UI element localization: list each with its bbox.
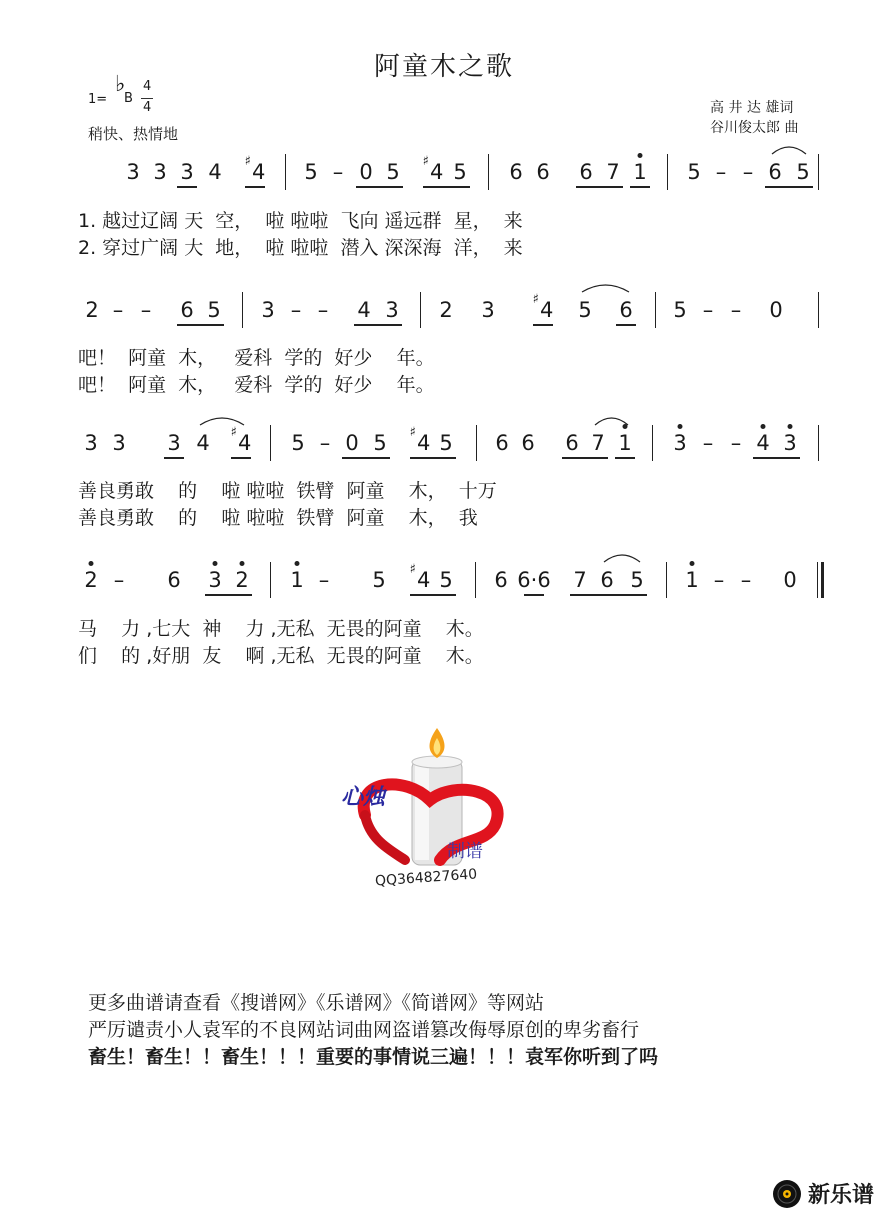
sharp-sign: ♯ xyxy=(230,425,237,440)
slur xyxy=(580,280,631,294)
note: 1 xyxy=(618,431,632,455)
page-title: 阿童木之歌 xyxy=(373,52,514,82)
slur xyxy=(593,413,630,427)
note: 6 xyxy=(579,160,593,184)
beat-underline xyxy=(177,324,224,326)
beat-underline xyxy=(205,594,252,596)
footer-line2: 严厉谴责小人袁军的不良网站词曲网盗谱篡改侮辱原创的卑劣畜行 xyxy=(88,1019,640,1041)
note: 1 xyxy=(290,568,304,592)
note: 6 xyxy=(600,568,614,592)
high-octave-dot xyxy=(690,561,695,566)
note: – xyxy=(113,568,125,592)
note: – xyxy=(140,298,152,322)
bar-line xyxy=(818,425,819,461)
sharp-sign: ♯ xyxy=(422,154,429,169)
note: 5 xyxy=(630,568,644,592)
beat-underline xyxy=(342,457,390,459)
note: 4 xyxy=(756,431,770,455)
bar-line xyxy=(270,425,271,461)
high-octave-dot xyxy=(213,561,218,566)
bar-line xyxy=(488,154,489,190)
note: – xyxy=(702,298,714,322)
bar-line xyxy=(818,154,819,190)
high-octave-dot xyxy=(788,424,793,429)
note: 2 xyxy=(235,568,249,592)
note: 0 xyxy=(783,568,797,592)
beat-underline xyxy=(177,186,197,188)
high-octave-dot xyxy=(295,561,300,566)
note: 5 xyxy=(453,160,467,184)
note: 0 xyxy=(345,431,359,455)
note: 6 xyxy=(167,568,181,592)
candle-logo xyxy=(335,720,535,895)
note: 6·6 xyxy=(517,568,551,592)
note: 3 xyxy=(167,431,181,455)
note: 5 xyxy=(291,431,305,455)
note: 2 xyxy=(84,568,98,592)
note: 3 xyxy=(385,298,399,322)
beat-underline xyxy=(615,457,635,459)
note: 3 xyxy=(126,160,140,184)
note: ♯4 xyxy=(230,425,252,455)
note: – xyxy=(317,298,329,322)
note: 3 xyxy=(112,431,126,455)
note: – xyxy=(713,568,725,592)
record-disc-icon xyxy=(772,1179,802,1209)
flat-sign: ♭ xyxy=(115,72,126,97)
note: 6 xyxy=(619,298,633,322)
beat-underline xyxy=(231,457,251,459)
note: ♯4 xyxy=(422,154,444,184)
note: 5 xyxy=(304,160,318,184)
bar-line xyxy=(242,292,243,328)
note: – xyxy=(715,160,727,184)
sharp-sign: ♯ xyxy=(409,562,416,577)
note: – xyxy=(702,431,714,455)
bar-line xyxy=(818,292,819,328)
bar-line xyxy=(475,562,476,598)
footer-line3: 畜生！畜生！！畜生！！！重要的事情说三遍！！！袁军你听到了吗 xyxy=(88,1046,659,1068)
note: 5 xyxy=(372,568,386,592)
lyrics-verse2-line3: 善良勇敢 的 啦 啦啦 铁臂 阿童 木， 我 xyxy=(78,507,478,529)
note: 3 xyxy=(481,298,495,322)
note: 2 xyxy=(85,298,99,322)
footer-line1: 更多曲谱请查看《搜谱网》《乐谱网》《简谱网》等网站 xyxy=(88,992,545,1014)
lyrics-verse2-line1: 2. 穿过广阔 大 地， 啦 啦啦 潜入 深深海 洋， 来 xyxy=(78,237,523,259)
beat-underline xyxy=(616,324,636,326)
note: 7 xyxy=(591,431,605,455)
beat-underline xyxy=(410,457,456,459)
lyrics-verse1-line4: 马 力 ,七大 神 力 ,无私 无畏的阿童 木。 xyxy=(78,618,484,640)
note: 5 xyxy=(578,298,592,322)
beat-underline xyxy=(753,457,800,459)
beat-underline xyxy=(410,594,456,596)
note: 4 xyxy=(357,298,371,322)
note: – xyxy=(290,298,302,322)
bar-line xyxy=(420,292,421,328)
key-signature-prefix: 1= xyxy=(88,92,108,107)
sharp-sign: ♯ xyxy=(409,425,416,440)
beat-underline xyxy=(524,594,544,596)
high-octave-dot xyxy=(678,424,683,429)
note: 5 xyxy=(439,431,453,455)
note: – xyxy=(318,568,330,592)
note: 7 xyxy=(573,568,587,592)
note: – xyxy=(332,160,344,184)
note: ♯4 xyxy=(532,292,554,322)
octave-dot xyxy=(89,561,94,566)
note: ♯4 xyxy=(409,562,431,592)
note: 6 xyxy=(536,160,550,184)
slur xyxy=(198,413,246,427)
bar-line xyxy=(652,425,653,461)
note: 0 xyxy=(769,298,783,322)
note: 6 xyxy=(495,431,509,455)
lyrics-verse2-line4: 们 的 ,好朋 友 啊 ,无私 无畏的阿童 木。 xyxy=(78,645,484,667)
beat-underline xyxy=(630,186,650,188)
note: – xyxy=(112,298,124,322)
lyrics-verse1-line3: 善良勇敢 的 啦 啦啦 铁臂 阿童 木， 十万 xyxy=(78,480,497,502)
note: – xyxy=(740,568,752,592)
note: 7 xyxy=(606,160,620,184)
note: 3 xyxy=(153,160,167,184)
note: 1 xyxy=(633,160,647,184)
note: ♯4 xyxy=(409,425,431,455)
note: 3 xyxy=(180,160,194,184)
composer-credit: 谷川俊太郎 曲 xyxy=(710,120,799,136)
lyrics-verse2-line2: 吧！ 阿童 木， 爱科 学的 好少 年。 xyxy=(78,374,435,396)
high-octave-dot xyxy=(638,153,643,158)
logo-label: 制谱 xyxy=(447,841,483,862)
note: 3 xyxy=(84,431,98,455)
note: – xyxy=(730,431,742,455)
lyrics-verse1-line2: 吧！ 阿童 木， 爱科 学的 好少 年。 xyxy=(78,347,435,369)
bar-line xyxy=(666,562,667,598)
slur xyxy=(770,142,808,156)
beat-underline xyxy=(570,594,647,596)
high-octave-dot xyxy=(240,561,245,566)
note: 5 xyxy=(386,160,400,184)
high-octave-dot xyxy=(761,424,766,429)
note: 5 xyxy=(439,568,453,592)
sharp-sign: ♯ xyxy=(532,292,539,307)
beat-underline xyxy=(765,186,813,188)
note: 6 xyxy=(494,568,508,592)
note: 3 xyxy=(673,431,687,455)
note: 1 xyxy=(685,568,699,592)
bar-line xyxy=(285,154,286,190)
brand-name: 新乐谱 xyxy=(807,1183,874,1208)
note: 6 xyxy=(768,160,782,184)
note: 3 xyxy=(208,568,222,592)
time-signature-bottom: 4 xyxy=(143,100,152,115)
beat-underline xyxy=(533,324,553,326)
brand-watermark xyxy=(772,1178,874,1209)
note: – xyxy=(730,298,742,322)
beat-underline xyxy=(245,186,265,188)
bar-line xyxy=(817,562,818,598)
note: 5 xyxy=(673,298,687,322)
note: 6 xyxy=(180,298,194,322)
beat-underline xyxy=(423,186,470,188)
key-note: B xyxy=(124,91,133,106)
bar-line xyxy=(476,425,477,461)
note: 4 xyxy=(196,431,210,455)
note: 5 xyxy=(373,431,387,455)
note: 3 xyxy=(783,431,797,455)
lyrics-verse1-line1: 1. 越过辽阔 天 空， 啦 啦啦 飞向 遥远群 星， 来 xyxy=(78,210,523,232)
beat-underline xyxy=(354,324,402,326)
lyricist-credit: 高 井 达 雄词 xyxy=(710,100,794,116)
bar-line xyxy=(270,562,271,598)
note: 5 xyxy=(796,160,810,184)
beat-underline xyxy=(576,186,623,188)
note: 6 xyxy=(509,160,523,184)
note: 6 xyxy=(521,431,535,455)
beat-underline xyxy=(562,457,608,459)
logo-qq: QQ364827640 xyxy=(374,866,478,890)
note: 4 xyxy=(208,160,222,184)
beat-underline xyxy=(356,186,403,188)
note: 0 xyxy=(359,160,373,184)
note: 2 xyxy=(439,298,453,322)
sharp-sign: ♯ xyxy=(244,154,251,169)
note: – xyxy=(742,160,754,184)
note: ♯4 xyxy=(244,154,266,184)
note: 3 xyxy=(261,298,275,322)
final-bar-line xyxy=(821,562,824,598)
logo-script-text: 心烛 xyxy=(341,785,386,810)
bar-line xyxy=(655,292,656,328)
note: 5 xyxy=(687,160,701,184)
tempo-marking: 稍快、热情地 xyxy=(88,125,179,143)
note: 6 xyxy=(565,431,579,455)
note: 5 xyxy=(207,298,221,322)
note: – xyxy=(319,431,331,455)
time-signature-top: 4 xyxy=(143,79,152,94)
slur xyxy=(602,550,642,564)
beat-underline xyxy=(164,457,184,459)
bar-line xyxy=(667,154,668,190)
